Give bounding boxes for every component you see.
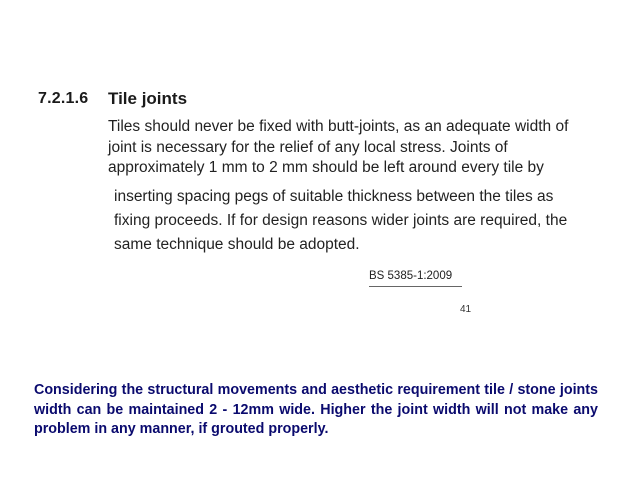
excerpt-line: fixing proceeds. If for design reasons wider joints are required, the bbox=[114, 212, 568, 229]
standard-reference: BS 5385-1:2009 bbox=[369, 270, 462, 287]
section-heading: Tile joints bbox=[108, 89, 188, 108]
excerpt-paragraph-1 bbox=[108, 117, 608, 179]
excerpt-line: same technique should be adopted. bbox=[114, 236, 360, 253]
excerpt-line: joint is necessary for the relief of any local stress. Joints of bbox=[108, 138, 508, 156]
excerpt-paragraph-2 bbox=[114, 185, 614, 257]
excerpt-line: Tiles should never be fixed with butt-joints, as an adequate width of bbox=[108, 118, 569, 135]
excerpt-line: inserting spacing pegs of suitable thickness between the tiles as bbox=[114, 188, 554, 205]
explanatory-note: Considering the structural movements and aesthetic requirement tile / stone joints width can be maintained 2 - 12mm wide. Higher the joint width will not make any problem in any manner, if grouted properly. bbox=[34, 382, 598, 437]
page-number: 41 bbox=[460, 304, 472, 315]
excerpt-line: approximately 1 mm to 2 mm should be left around every tile by bbox=[108, 159, 544, 176]
section-number: 7.2.1.6 bbox=[38, 90, 89, 107]
